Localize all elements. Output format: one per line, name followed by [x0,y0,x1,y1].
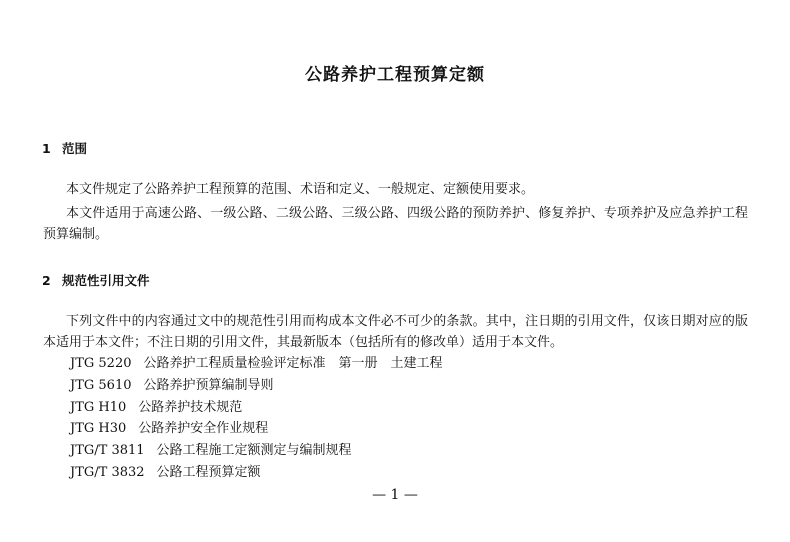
reference-code: JTG H30 [70,421,127,437]
reference-code: JTG/T 3832 [70,464,145,480]
section-1-heading [42,139,87,157]
reference-list [70,353,443,484]
reference-title: 公路养护工程质量检验评定标准 第一册 土建工程 [143,356,443,371]
reference-title: 公路工程施工定额测定与编制规程 [156,443,352,459]
section-title: 范围 [62,141,88,156]
document-title: 公路养护工程预算定额 [305,65,485,85]
reference-title: 公路养护技术规范 [138,399,243,415]
reference-code: JTG 5220 [70,356,132,371]
reference-item [70,375,443,397]
section-title: 规范性引用文件 [62,273,150,288]
reference-code: JTG/T 3811 [70,443,145,459]
reference-item [70,440,443,462]
reference-title: 公路养护安全作业规程 [138,421,269,437]
reference-code: JTG H10 [70,399,127,415]
reference-item [70,462,443,484]
scope-paragraph-1: 本文件规定了公路养护工程预算的范围、术语和定义、一般规定、定额使用要求。 [66,182,535,197]
scope-paragraph-2: 本文件适用于高速公路、一级公路、二级公路、三级公路、四级公路的预防养护、修复养护、专项养护及应急养护工程预算编制。 [43,206,748,242]
reference-item [70,353,443,375]
reference-title: 公路工程预算定额 [156,464,261,480]
reference-code: JTG 5610 [70,377,132,393]
reference-item [70,418,443,440]
reference-title: 公路养护预算编制导则 [143,377,274,393]
section-number: 2 [42,273,51,288]
section-2-heading [42,271,150,289]
references-intro: 下列文件中的内容通过文中的规范性引用而构成本文件必不可少的条款。其中，注日期的引用文件，仅该日期对应的版本适用于本文件；不注日期的引用文件，其最新版本（包括所有的修改单）适用于本文件。 [43,314,748,350]
section-number: 1 [42,141,51,156]
page-number: — 1 — [372,487,418,503]
reference-item [70,397,443,419]
